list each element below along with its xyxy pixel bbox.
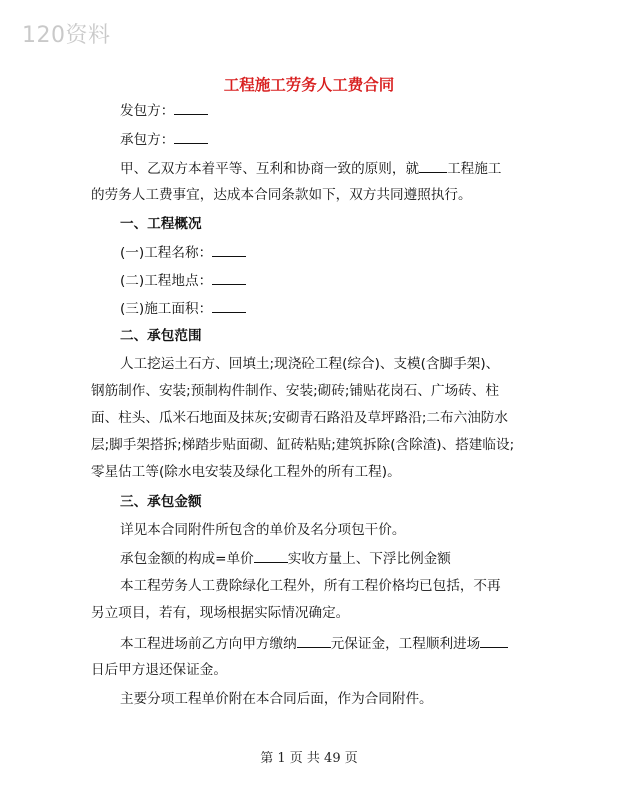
- intro-text-1: 甲、乙双方本着平等、互利和协商一致的原则，就: [120, 161, 420, 177]
- project-name-label: (一)工程名称：: [120, 245, 213, 261]
- appendix-line: 主要分项工程单价附在本合同后面，作为合同附件。: [120, 691, 433, 707]
- section-2-heading: 二、承包范围: [120, 328, 202, 344]
- project-area-line: [120, 300, 246, 317]
- amount-text-1: 承包金额的构成=单价: [120, 551, 254, 567]
- project-location-line: [120, 272, 246, 289]
- scope-line-3: 面、柱头、瓜米石地面及抹灰;安砌青石路沿及草坪路沿;二布六油防水: [91, 410, 508, 426]
- intro-line-1: [120, 160, 501, 177]
- contractor-label: 发包方：: [120, 103, 175, 119]
- project-name-line: [120, 244, 246, 261]
- intro-line-2: 的劳务人工费事宜，达成本合同条款如下，双方共同遵照执行。: [91, 187, 472, 203]
- project-area-blank: [212, 300, 246, 313]
- scope-line-2: 钢筋制作、安装;预制构件制作、安装;砌砖;铺贴花岗石、广场砖、柱: [91, 383, 499, 399]
- deposit-line-2: 日后甲方退还保证金。: [91, 662, 227, 678]
- section-3-heading: 三、承包金额: [120, 494, 202, 510]
- amount-line-1: 详见本合同附件所包含的单价及名分项包干价。: [120, 522, 406, 538]
- deposit-days-blank: [480, 635, 508, 648]
- scope-line-1: 人工挖运土石方、回填土;现浇砼工程(综合)、支模(含脚手架)、: [120, 356, 500, 372]
- deposit-text-1: 本工程进场前乙方向甲方缴纳: [120, 636, 297, 652]
- section-1-heading: 一、工程概况: [120, 216, 202, 232]
- project-area-label: (三)施工面积：: [120, 301, 213, 317]
- project-blank: [419, 160, 447, 173]
- scope-line-4: 层;脚手架搭拆;梯踏步贴面砌、缸砖粘贴;建筑拆除(含除渣)、搭建临设;: [91, 437, 515, 453]
- amount-blank: [254, 550, 288, 563]
- amount-line-2: [120, 550, 451, 567]
- page-footer: 第 1 页 共 49 页: [260, 751, 358, 766]
- document-title: 工程施工劳务人工费合同: [223, 75, 395, 94]
- watermark: 120资料: [22, 23, 111, 48]
- deposit-text-2: 元保证金，工程顺利进场: [330, 636, 481, 652]
- deposit-line-1: [120, 635, 508, 652]
- project-location-label: (二)工程地点：: [120, 273, 213, 289]
- project-location-blank: [212, 272, 246, 285]
- subcontractor-label: 承包方：: [120, 132, 175, 148]
- intro-text-2: 工程施工: [447, 161, 502, 177]
- contractor-blank: [174, 102, 208, 115]
- contractor-line: [120, 102, 208, 119]
- subcontractor-line: [120, 131, 208, 148]
- scope-line-5: 零星估工等(除水电安装及绿化工程外的所有工程)。: [91, 464, 401, 480]
- amount-line-4: 另立项目，若有，现场根据实际情况确定。: [91, 605, 350, 621]
- deposit-amount-blank: [297, 635, 331, 648]
- subcontractor-blank: [174, 131, 208, 144]
- amount-line-3: 本工程劳务人工费除绿化工程外，所有工程价格均已包括，不再: [120, 578, 501, 594]
- amount-text-2: 实收方量上、下浮比例金额: [287, 551, 451, 567]
- project-name-blank: [212, 244, 246, 257]
